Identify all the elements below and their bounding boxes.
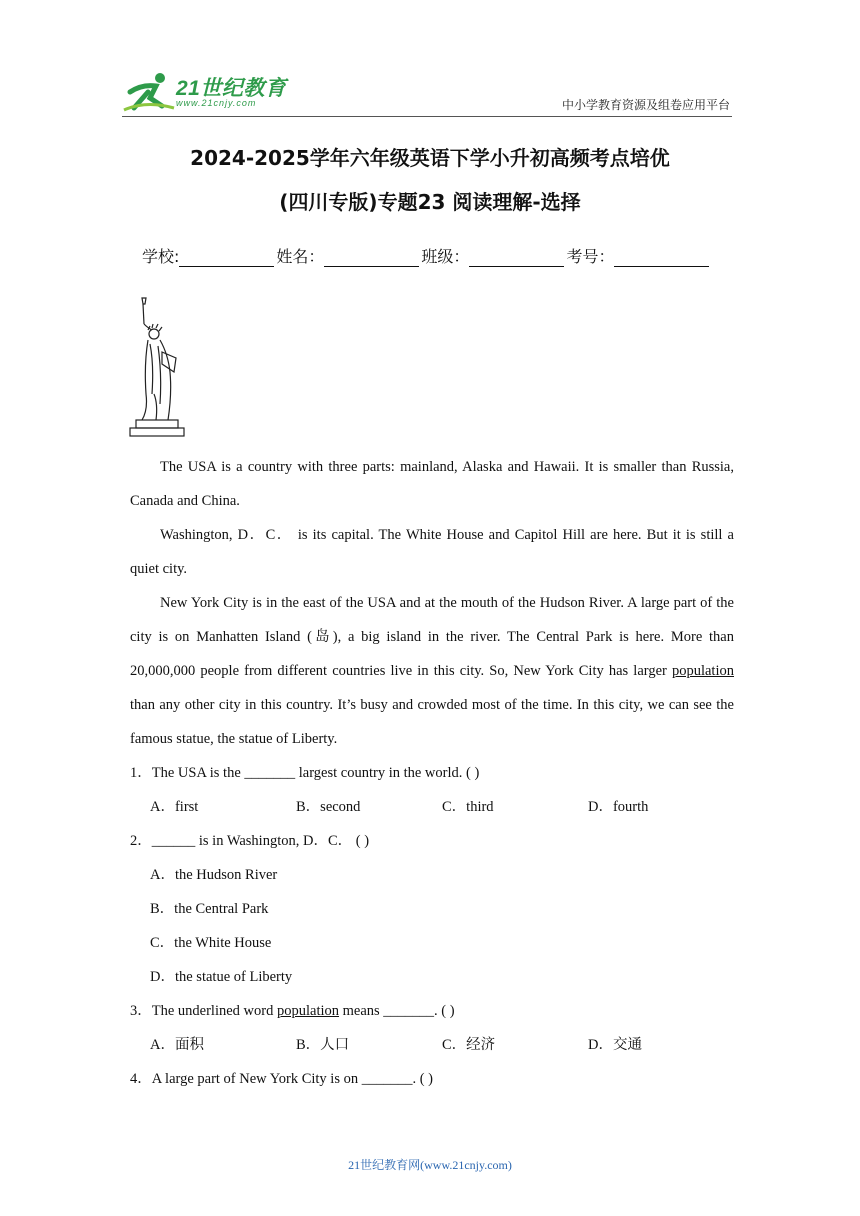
student-info-line xyxy=(142,244,711,267)
question-3-options xyxy=(130,1028,734,1062)
passage-paragraph-1: The USA is a country with three parts: mainland, Alaska and Hawaii. It is smaller than Russia, Canada and China. xyxy=(130,459,734,509)
number-blank[interactable] xyxy=(614,250,709,267)
platform-label: 中小学教育资源及组卷应用平台 xyxy=(561,98,730,112)
question-1: 1．The USA is the _______ largest country in the world. ( ) xyxy=(130,765,480,781)
statue-of-liberty-illustration xyxy=(128,294,186,438)
reading-content xyxy=(130,450,734,1096)
option[interactable]: D．the statue of Liberty xyxy=(150,969,293,985)
question-2: 2．______ is in Washington, D．C． ( ) xyxy=(130,833,370,849)
logo xyxy=(122,70,292,114)
question-text: means _______. ( ) xyxy=(339,1003,455,1019)
passage-text: New York City is in the east of the USA and at the mouth of the Hudson River. A large part of the city is on Manhatten Island (岛), a big island in the river. The Central Park is here. More than 20,000,000 people from different countries live in this city. So, New York City has larger xyxy=(130,595,734,679)
option[interactable]: C．经济 xyxy=(442,1037,496,1053)
option[interactable]: A．面积 xyxy=(150,1037,204,1053)
option[interactable]: A．the Hudson River xyxy=(150,867,278,883)
page-footer[interactable]: 21世纪教育网(www.21cnjy.com) xyxy=(348,1158,512,1172)
question-text: 3．The underlined word xyxy=(130,1003,277,1019)
option[interactable]: C．the White House xyxy=(150,935,272,951)
passage-paragraph-3 xyxy=(130,586,734,756)
option[interactable]: B．the Central Park xyxy=(150,901,269,917)
underlined-word: population xyxy=(276,1003,340,1019)
document-title: 2024-2025学年六年级英语下学小升初高频考点培优 xyxy=(190,146,670,170)
class-blank[interactable] xyxy=(469,250,564,267)
question-1-options xyxy=(130,790,734,824)
option[interactable]: B．second xyxy=(296,799,361,815)
underlined-word: population xyxy=(671,663,734,679)
document-subtitle: (四川专版)专题23 阅读理解-选择 xyxy=(279,190,581,214)
question-3 xyxy=(130,994,734,1028)
option[interactable]: B．人口 xyxy=(296,1037,350,1053)
page-header xyxy=(0,0,860,120)
option[interactable]: C．third xyxy=(442,799,494,815)
header-divider xyxy=(122,116,732,117)
passage-text: than any other city in this country. It’s busy and crowded most of the time. In this city, we can see the famous statue, the statue of Liberty. xyxy=(130,697,734,747)
option[interactable]: D．fourth xyxy=(588,799,649,815)
number-label: 考号： xyxy=(566,247,615,266)
name-blank[interactable] xyxy=(324,250,419,267)
logo-url: www.21cnjy.com xyxy=(176,98,257,108)
option[interactable]: D．交通 xyxy=(588,1037,642,1053)
class-label: 班级： xyxy=(421,247,470,266)
school-blank[interactable] xyxy=(179,250,274,267)
name-label: 姓名： xyxy=(276,247,325,266)
runner-logo-icon xyxy=(122,70,176,114)
school-label: 学校: xyxy=(142,247,180,266)
question-4: 4．A large part of New York City is on _______. ( ) xyxy=(130,1071,434,1087)
option[interactable]: A．first xyxy=(150,799,199,815)
passage-paragraph-2: Washington, D．C． is its capital. The White House and Capitol Hill are here. But it is still a quiet city. xyxy=(130,527,734,577)
logo-text: 21世纪教育 xyxy=(176,77,287,100)
